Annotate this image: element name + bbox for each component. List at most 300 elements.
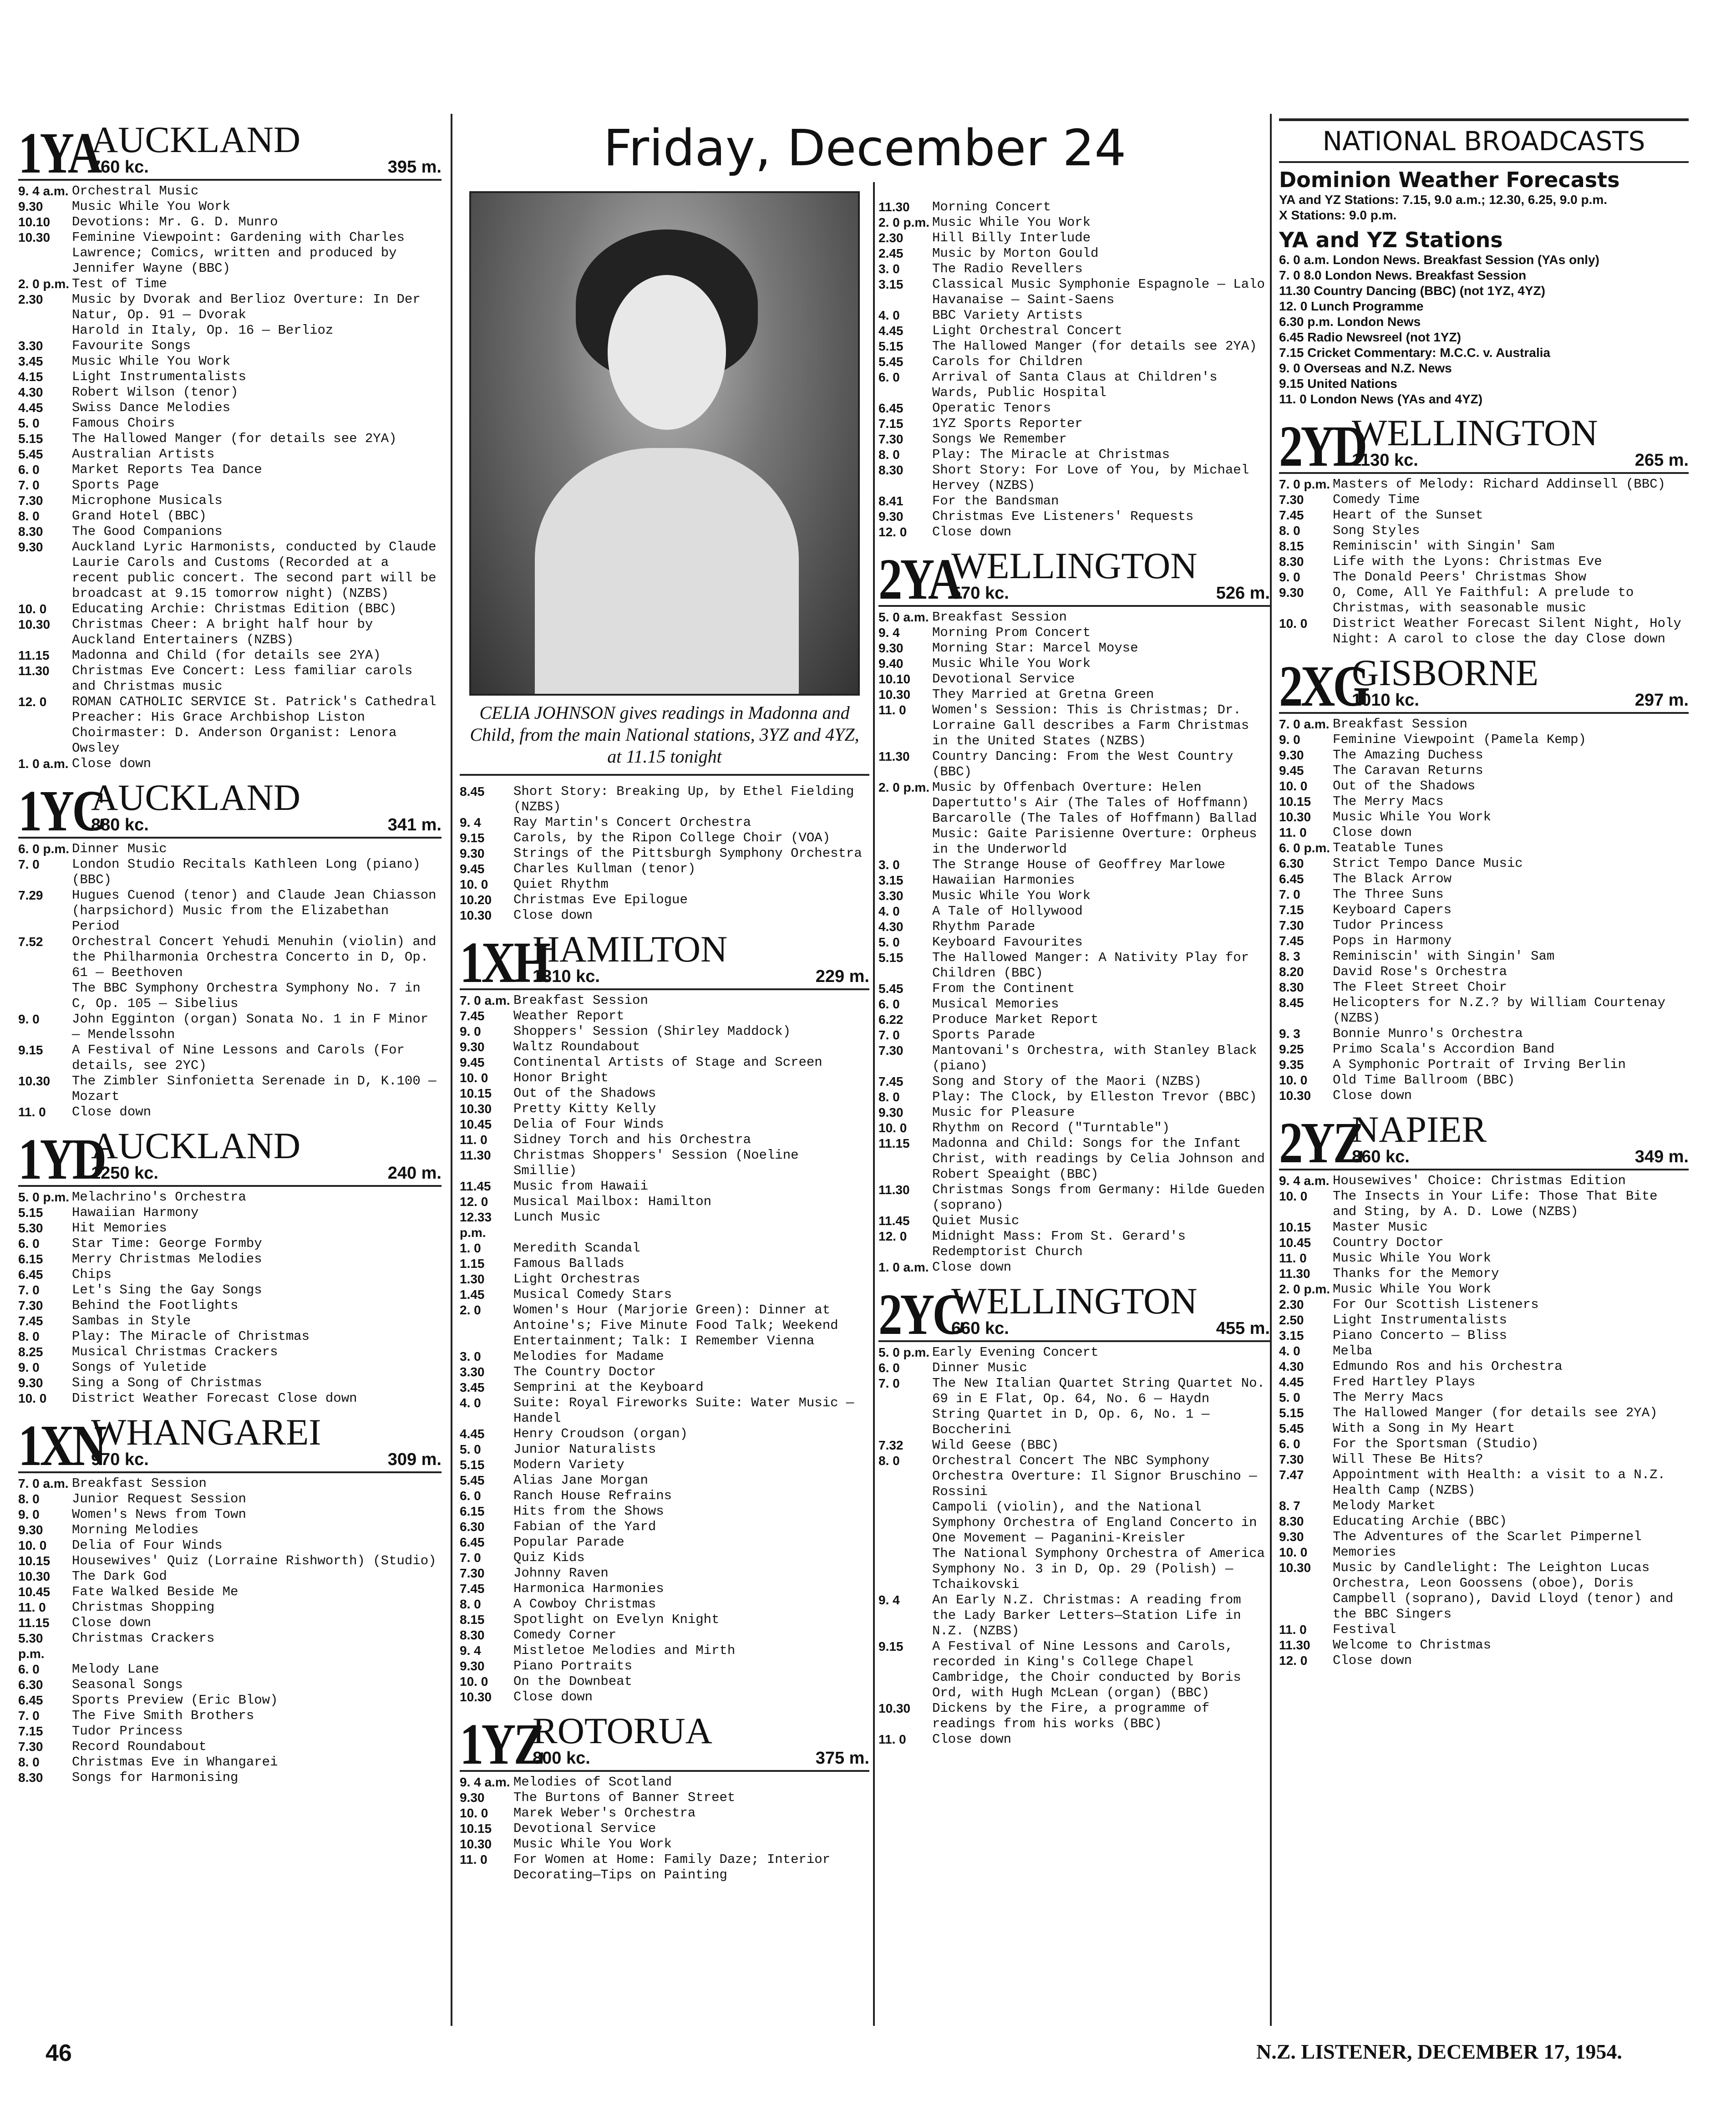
programme-time: 8.41	[878, 494, 904, 508]
city-name: HAMILTON	[533, 928, 728, 970]
programme-time: 5. 0 a.m.	[878, 610, 929, 624]
programme-time: 3.30	[460, 1364, 485, 1379]
programme-item	[1279, 964, 1689, 980]
weather-line: YA and YZ Stations: 7.15, 9.0 a.m.; 12.30, 6.25, 9.0 p.m.	[1279, 193, 1608, 207]
programme-item	[18, 447, 442, 462]
programme-title: Music While You Work	[72, 353, 231, 369]
programme-item	[18, 1104, 442, 1120]
station-info	[1352, 1108, 1689, 1167]
programme-item	[878, 401, 1270, 416]
programme-item	[18, 857, 442, 888]
kilocycles: 1010 kc.	[1352, 690, 1419, 710]
call-sign: 1YZ	[460, 1711, 543, 1776]
programme-item	[18, 756, 442, 772]
programme-time: 10. 0	[878, 1120, 907, 1135]
programme-title: Quiet Music	[932, 1213, 1020, 1228]
programme-time: 8.20	[1279, 964, 1304, 979]
programme-time: 9.30	[18, 539, 43, 554]
photo-body	[535, 448, 799, 694]
programme-time: 10. 0	[1279, 616, 1308, 631]
call-sign: 1YC	[18, 778, 105, 843]
programme-title: Quiz Kids	[513, 1550, 585, 1565]
programme-item	[1279, 1653, 1689, 1669]
programme-time: 11.30	[878, 1182, 910, 1197]
programme-item	[1279, 1343, 1689, 1359]
programme-time: 6. 0	[460, 1488, 481, 1503]
programme-item	[878, 981, 1270, 997]
programme-time: 11.15	[18, 1615, 50, 1630]
programme-item	[878, 888, 1270, 904]
programme-item	[18, 1476, 442, 1491]
programme-time: 7.30	[18, 1298, 43, 1312]
programme-time: 12. 0	[1279, 1653, 1308, 1668]
programme-title: Close down	[932, 1731, 1012, 1747]
programme-time: 4.45	[460, 1426, 485, 1441]
programme-item	[878, 749, 1270, 780]
kilocycles: 660 kc.	[951, 1318, 1009, 1338]
programme-item	[18, 354, 442, 369]
programme-time: 5. 0	[18, 416, 40, 430]
programme-time: 9.40	[878, 656, 904, 671]
photo-caption: CELIA JOHNSON gives readings in Madonna and Child, from the main National stations, 3YZ and 4YZ, at 11.15 tonight	[460, 696, 869, 776]
programme-item	[878, 308, 1270, 323]
programme-title: The Hallowed Manger (for details see 2YA)	[932, 339, 1257, 354]
frequency-line	[91, 815, 442, 835]
programme-title: ROMAN CATHOLIC SERVICE St. Patrick's Cathedral Preacher: His Grace Archbishop Liston Choirmaster: D. Anderson Organist: Lenora Owsley	[72, 694, 437, 756]
programme-item	[18, 1375, 442, 1391]
programme-item	[878, 1376, 1270, 1407]
city-name: WELLINGTON	[951, 545, 1198, 586]
kilocycles: 880 kc.	[91, 815, 149, 834]
programme-time: 3.45	[460, 1380, 485, 1394]
national-line: 9. 0 Overseas and N.Z. News	[1279, 361, 1452, 375]
programme-title: The Insects in Your Life: Those That Bite and Sting, by A. D. Lowe (NZBS)	[1333, 1188, 1658, 1219]
programme-time: 7.47	[1279, 1467, 1304, 1482]
programme-time: 5. 0 p.m.	[18, 1190, 70, 1204]
programme-item	[878, 323, 1270, 339]
programme-title: Carols, by the Ripon College Choir (VOA)	[513, 830, 831, 845]
programme-time: 11.30	[1279, 1638, 1310, 1652]
programme-time: 2. 0	[460, 1302, 481, 1317]
programme-time: 4.30	[878, 919, 904, 934]
programme-time: 12. 0	[460, 1194, 488, 1209]
programme-title: Christmas Shoppers' Session (Noeline Smillie)	[513, 1147, 799, 1178]
programme-title: Keyboard Favourites	[932, 934, 1083, 950]
programme-title: The Hallowed Manger: A Nativity Play for Children (BBC)	[932, 950, 1249, 981]
programme-time: 5.15	[878, 950, 904, 965]
programme-item	[878, 1213, 1270, 1229]
programme-item	[18, 1491, 442, 1507]
station-info	[91, 1124, 442, 1183]
programme-title: Light Instrumentalists	[1333, 1312, 1507, 1328]
programme-time: 11.15	[878, 1136, 910, 1150]
programme-title: Famous Choirs	[72, 415, 175, 431]
programme-title: Teatable Tunes	[1333, 840, 1444, 855]
programme-title: Housewives' Choice: Christmas Edition	[1333, 1173, 1626, 1188]
programme-title: Morning Star: Marcel Moyse	[932, 640, 1138, 656]
wavelength: 265 m.	[1634, 450, 1689, 470]
programme-time: 9.45	[1279, 763, 1304, 778]
programme-time: 8. 0	[18, 1755, 40, 1769]
programme-item	[878, 919, 1270, 935]
programme-title: Madonna and Child (for details see 2YA)	[72, 647, 381, 663]
programme-time: 9.30	[1279, 748, 1304, 762]
programme-time: 8.30	[460, 1628, 485, 1642]
programme-item	[1279, 1405, 1689, 1421]
programme-time: 7. 0	[1279, 887, 1300, 901]
programme-time: 8.15	[1279, 539, 1304, 553]
programme-title: Favourite Songs	[72, 338, 191, 353]
programme-title: Hits from the Shows	[513, 1503, 664, 1519]
programme-item	[1279, 1421, 1689, 1436]
programme-title: Produce Market Report	[932, 1012, 1099, 1027]
programme-time: 10.15	[460, 1821, 492, 1836]
programme-title: From the Continent	[932, 981, 1075, 996]
programme-time: 11. 0	[1279, 825, 1307, 839]
programme-title: Music While You Work	[932, 888, 1091, 903]
programme-item	[18, 1693, 442, 1708]
call-sign: 1XN	[18, 1413, 105, 1478]
programme-title: Famous Ballads	[513, 1256, 624, 1271]
programme-item	[1279, 856, 1689, 871]
programme-item	[460, 815, 869, 830]
programme-title: Music While You Work	[72, 198, 231, 214]
programme-item	[1279, 1251, 1689, 1266]
programme-time: 9.30	[1279, 585, 1304, 600]
programme-item	[460, 1194, 869, 1210]
programme-title: Light Instrumentalists	[72, 369, 246, 384]
column-2	[460, 191, 869, 2030]
programme-title: Sidney Torch and his Orchestra	[513, 1132, 751, 1147]
programme-title: Reminiscin' with Singin' Sam	[1333, 948, 1555, 964]
programme-time: 5. 0 p.m.	[878, 1345, 930, 1359]
programme-title: Women's Session: This is Christmas; Dr. Lorraine Gall describes a Farm Christmas in the United States (NZBS)	[932, 702, 1249, 748]
programme-item	[878, 1089, 1270, 1105]
programme-title: Mistletoe Melodies and Mirth	[513, 1643, 736, 1658]
programme-time: 7.45	[460, 1581, 485, 1596]
frequency-line	[91, 1164, 442, 1183]
programme-title: String Quartet in D, Op. 6, No. 1 — Boccherini	[932, 1406, 1210, 1437]
programme-time: 6.30	[1279, 856, 1304, 870]
programme-time: 10.15	[1279, 1220, 1311, 1234]
programme-time: 10. 0	[460, 1070, 488, 1085]
programme-time: 3.15	[1279, 1328, 1304, 1343]
programme-title: With a Song in My Heart	[1333, 1420, 1515, 1436]
programme-title: Pretty Kitty Kelly	[513, 1101, 656, 1116]
programme-time: 11.30	[460, 1148, 491, 1162]
station-header	[18, 776, 442, 843]
programme-time: 8.30	[18, 524, 43, 539]
programme-time: 7.30	[1279, 918, 1304, 932]
programme-time: 10.30	[878, 1701, 911, 1715]
programme-title: For Women at Home: Family Daze; Interior Decorating—Tips on Painting	[513, 1852, 831, 1882]
programme-title: Melodies of Scotland	[513, 1774, 672, 1790]
programme-item	[460, 1612, 869, 1628]
programme-item	[18, 1538, 442, 1553]
kilocycles: 760 kc.	[91, 157, 149, 177]
programme-item	[18, 1043, 442, 1073]
programme-item	[18, 183, 442, 199]
programme-item	[18, 617, 442, 648]
programme-item	[878, 1182, 1270, 1213]
programme-time: 7.30	[18, 1739, 43, 1754]
programme-title: Fred Hartley Plays	[1333, 1374, 1476, 1389]
programme-time: 4.45	[18, 400, 43, 415]
programme-item	[878, 277, 1270, 292]
programme-time: 8.30	[18, 1770, 43, 1785]
programme-title: Christmas Eve in Whangarei	[72, 1754, 278, 1770]
national-line: 12. 0 Lunch Programme	[1279, 299, 1424, 313]
programme-time: 8. 7	[1279, 1498, 1300, 1513]
programme-title: Morning Prom Concert	[932, 625, 1091, 640]
programme-time: 1.45	[460, 1287, 485, 1302]
programme-title: Harold in Italy, Op. 16 — Berlioz	[72, 322, 334, 338]
programme-item	[878, 1701, 1270, 1732]
programme-title: The Hallowed Manger (for details see 2YA)	[1333, 1405, 1658, 1420]
programme-item	[878, 1074, 1270, 1089]
programme-item	[460, 1024, 869, 1039]
programme-title: Music by Dvorak and Berlioz Overture: In Der Natur, Op. 91 — Dvorak	[72, 291, 421, 322]
programme-time: 8.25	[18, 1344, 43, 1359]
programme-title: Piano Portraits	[513, 1658, 633, 1674]
programme-item	[1279, 1390, 1689, 1405]
call-sign: 1YD	[18, 1126, 105, 1191]
station-2yd	[1279, 412, 1689, 647]
programme-item	[878, 1500, 1270, 1546]
programme-item	[460, 1148, 869, 1179]
programme-title: Hawaiian Harmony	[72, 1205, 199, 1220]
programme-item	[18, 1251, 442, 1267]
programme-time	[878, 292, 932, 308]
programme-time: 9. 4	[878, 625, 900, 640]
programme-title: Women's Hour (Marjorie Green): Dinner at Antoine's; Five Minute Food Talk; Weekend Entertainment; Talk: I Remember Vienna	[513, 1302, 838, 1348]
programme-title: London Studio Recitals Kathleen Long (piano) (BBC)	[72, 856, 421, 887]
programme-item	[18, 323, 442, 338]
programme-item	[1279, 1173, 1689, 1189]
programme-title: Close down	[1333, 1653, 1412, 1668]
programme-item	[1279, 778, 1689, 794]
programme-title: Breakfast Session	[72, 1475, 207, 1491]
station-info	[91, 119, 442, 177]
programme-time: 9. 4	[460, 815, 481, 829]
programme-time: 11.30	[878, 200, 910, 214]
programme-item	[460, 1550, 869, 1566]
programme-title: Devotions: Mr. G. D. Munro	[72, 214, 278, 229]
programme-item	[1279, 616, 1689, 647]
programme-item	[18, 478, 442, 493]
programme-item	[1279, 570, 1689, 585]
weather-title: Dominion Weather Forecasts	[1279, 168, 1620, 192]
programme-time: 7.45	[1279, 508, 1304, 522]
programme-item	[878, 524, 1270, 540]
programme-item	[18, 1360, 442, 1375]
programme-item	[460, 1836, 869, 1852]
kilocycles: 860 kc.	[1352, 1147, 1410, 1166]
programme-item	[460, 1519, 869, 1535]
programme-title: Devotional Service	[513, 1821, 656, 1836]
programme-title: Modern Variety	[513, 1457, 624, 1472]
programme-time: 4.30	[1279, 1359, 1304, 1374]
programme-item	[460, 892, 869, 908]
programme-title: The Three Suns	[1333, 886, 1444, 902]
programme-item	[460, 1442, 869, 1457]
programme-item	[18, 292, 442, 323]
photo-face	[608, 275, 726, 430]
programme-time: 11.30	[878, 749, 910, 763]
city-name: GISBORNE	[1352, 651, 1539, 693]
programme-time: 5.15	[18, 431, 43, 446]
programme-item	[18, 1236, 442, 1251]
programme-time: 7.32	[878, 1438, 904, 1452]
programme-time: 9. 0	[1279, 570, 1300, 584]
programme-time: 4. 0	[1279, 1343, 1300, 1358]
programme-item	[18, 509, 442, 524]
programme-item	[878, 246, 1270, 261]
programme-title: Arrival of Santa Claus at Children's Wards, Public Hospital	[932, 370, 1218, 400]
programme-time: 9.30	[18, 1375, 43, 1390]
programme-title: For the Sportsman (Studio)	[1333, 1436, 1539, 1451]
programme-item	[878, 672, 1270, 687]
programme-time: 10. 0	[460, 877, 488, 891]
programme-time	[18, 981, 72, 1012]
city-name: WELLINGTON	[1352, 412, 1598, 453]
programme-title: Grand Hotel (BBC)	[72, 508, 207, 524]
programme-time: 11. 0	[1279, 1251, 1307, 1265]
station-2xg	[1279, 651, 1689, 1104]
programme-time: 5.30	[18, 1221, 43, 1235]
programme-title: Helicopters for N.Z.? by William Courtenay (NZBS)	[1333, 995, 1665, 1026]
programme-time: 9.45	[460, 862, 485, 876]
programme-title: Educating Archie: Christmas Edition (BBC)	[72, 601, 397, 616]
programme-title: Suite: Royal Fireworks Suite: Water Music — Handel	[513, 1395, 854, 1426]
programme-title: The Adventures of the Scarlet Pimpernel	[1333, 1529, 1642, 1544]
programme-title: Music While You Work	[1333, 1281, 1492, 1297]
programme-item	[1279, 995, 1689, 1026]
programme-title: Meredith Scandal	[513, 1240, 640, 1256]
programme-time: 10.20	[460, 893, 492, 907]
programme-title: Morning Concert	[932, 199, 1051, 214]
programme-time: 5. 0	[460, 1442, 481, 1456]
station-header	[18, 119, 442, 185]
programme-title: Music While You Work	[932, 656, 1091, 671]
call-sign: 2YA	[878, 546, 960, 611]
programme-title: The National Symphony Orchestra of America Symphony No. 3 in D, Op. 29 (Polish) — Tchaikovski	[932, 1546, 1265, 1592]
programme-title: For the Bandsman	[932, 493, 1059, 509]
programme-time: 2.45	[878, 246, 904, 260]
call-sign: 1YA	[18, 120, 100, 185]
programme-title: Devotional Service	[932, 671, 1075, 687]
programme-time: 5.15	[460, 1457, 485, 1472]
programme-item	[18, 431, 442, 447]
programme-title: Junior Naturalists	[513, 1441, 656, 1457]
programme-time: 2.30	[18, 292, 43, 306]
programme-title: The Dark God	[72, 1568, 167, 1584]
programme-title: For Our Scottish Listeners	[1333, 1297, 1539, 1312]
programme-title: The Good Companions	[72, 524, 223, 539]
programme-item	[460, 1504, 869, 1519]
station-1yc-continued	[460, 784, 869, 923]
programme-title: Music for Pleasure	[932, 1104, 1075, 1120]
station-header	[460, 928, 869, 995]
programme-item	[878, 1345, 1270, 1360]
programme-time: 8. 0	[18, 1491, 40, 1506]
programme-item	[878, 1546, 1270, 1592]
programme-time: 9.30	[878, 1105, 904, 1119]
programme-title: Lunch Music	[513, 1209, 601, 1225]
programme-title: Wild Geese (BBC)	[932, 1437, 1059, 1453]
station-1xn	[18, 1411, 442, 1786]
programme-title: Light Orchestral Concert	[932, 323, 1122, 338]
programme-title: Breakfast Session	[932, 609, 1067, 625]
programme-time: 11.45	[460, 1179, 491, 1193]
programme-item	[1279, 1359, 1689, 1374]
programme-title: Tudor Princess	[1333, 917, 1444, 933]
programme-item	[460, 1473, 869, 1488]
programme-title: The Amazing Duchess	[1333, 747, 1483, 763]
programme-time: 3.45	[18, 354, 43, 368]
programme-title: Breakfast Session	[1333, 716, 1467, 732]
programme-time: 9.30	[878, 509, 904, 524]
programme-item	[18, 1615, 442, 1631]
programme-time: 10.30	[18, 1569, 51, 1583]
programme-title: Comedy Corner	[513, 1627, 617, 1643]
programme-item	[460, 877, 869, 892]
programme-time: 5. 0	[878, 935, 900, 949]
programme-title: Songs We Remember	[932, 432, 1067, 447]
call-sign: 2YZ	[1279, 1110, 1363, 1175]
call-sign: 2YC	[878, 1282, 965, 1347]
programme-item	[878, 687, 1270, 702]
programme-item	[878, 935, 1270, 950]
national-line: 11.30 Country Dancing (BBC) (not 1YZ, 4YZ)	[1279, 284, 1545, 298]
programme-time: 12. 0	[878, 525, 907, 539]
programme-title: 1YZ Sports Reporter	[932, 416, 1083, 431]
programme-title: Bonnie Munro's Orchestra	[1333, 1026, 1523, 1041]
programme-item	[1279, 1498, 1689, 1514]
programme-time: 5.30 p.m.	[18, 1631, 45, 1661]
programme-time: 4.30	[18, 385, 43, 399]
programme-title: Swiss Dance Melodies	[72, 400, 231, 415]
programme-item	[878, 463, 1270, 493]
station-2yz	[1279, 1108, 1689, 1669]
programme-item	[18, 1662, 442, 1677]
programme-item	[18, 493, 442, 509]
station-header	[878, 1280, 1270, 1347]
programme-title: Strings of the Pittsburgh Symphony Orchestra	[513, 846, 862, 861]
programme-title: Educating Archie (BBC)	[1333, 1513, 1507, 1529]
programme-title: Spotlight on Evelyn Knight	[513, 1612, 720, 1627]
wavelength: 349 m.	[1634, 1147, 1689, 1166]
programme-title: Continental Artists of Stage and Screen	[513, 1054, 822, 1070]
programme-time: 12.33 p.m.	[460, 1210, 492, 1240]
ya-yz-title: YA and YZ Stations	[1279, 228, 1503, 252]
publication-line: N.Z. LISTENER, DECEMBER 17, 1954.	[1256, 2040, 1622, 2063]
programme-title: Piano Concerto — Bliss	[1333, 1328, 1507, 1343]
programme-item	[18, 1708, 442, 1724]
programme-title: The Hallowed Manger (for details see 2YA)	[72, 431, 397, 446]
programme-title: Song and Story of the Maori (NZBS)	[932, 1073, 1202, 1089]
programme-time: 11.30	[1279, 1266, 1310, 1281]
programme-item	[1279, 748, 1689, 763]
programme-time: 7.30	[878, 432, 904, 446]
programme-title: Christmas Eve Concert: Less familiar carols and Christmas music	[72, 663, 413, 694]
programme-time: 9.15	[878, 1639, 904, 1653]
programme-time: 4. 0	[460, 1395, 481, 1410]
programme-item	[878, 610, 1270, 625]
station-1yc	[18, 776, 442, 1120]
programme-item	[878, 493, 1270, 509]
programme-time: 1. 0 a.m.	[18, 756, 69, 771]
